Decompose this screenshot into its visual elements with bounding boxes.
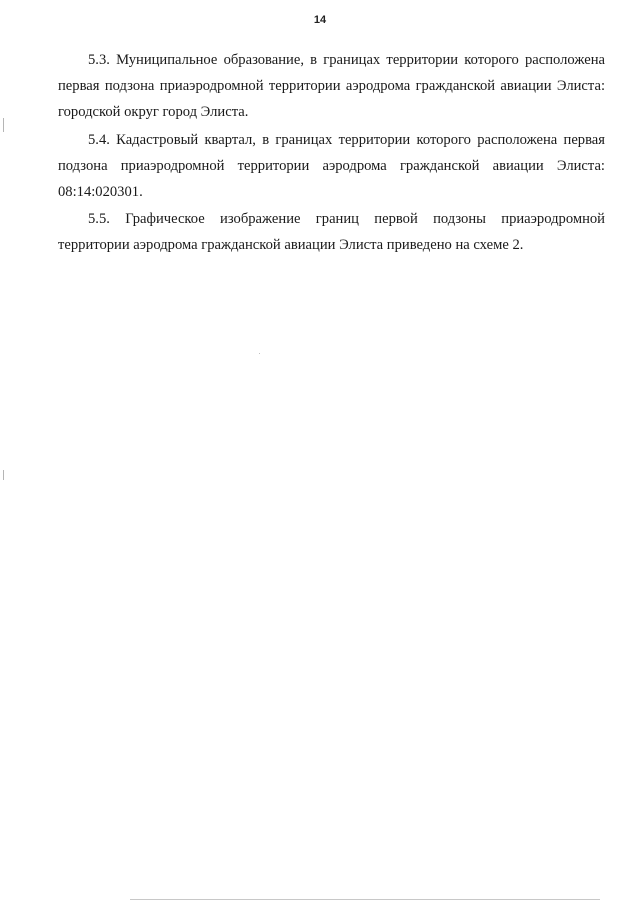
- paragraph-5-5: 5.5. Графическое изображение границ первой подзоны приаэродромной территории аэродрома гражданской авиации Элиста приведено на схеме 2.: [58, 211, 605, 253]
- scan-edge-mark: [3, 470, 4, 480]
- scan-speck: [259, 353, 260, 354]
- page-number: 14: [313, 14, 327, 26]
- paragraph-5-3: 5.3. Муниципальное образование, в границах территории которого расположена первая подзона приаэродромной территории аэродрома гражданской авиации Элиста: городской округ город Элиста.: [58, 52, 605, 120]
- scan-edge-mark: [3, 118, 4, 132]
- scan-bottom-edge: [130, 899, 600, 900]
- paragraph-5-4: 5.4. Кадастровый квартал, в границах территории которого расположена первая подзона приаэродромной территории аэродрома гражданской авиации Элиста: 08:14:020301.: [58, 132, 605, 200]
